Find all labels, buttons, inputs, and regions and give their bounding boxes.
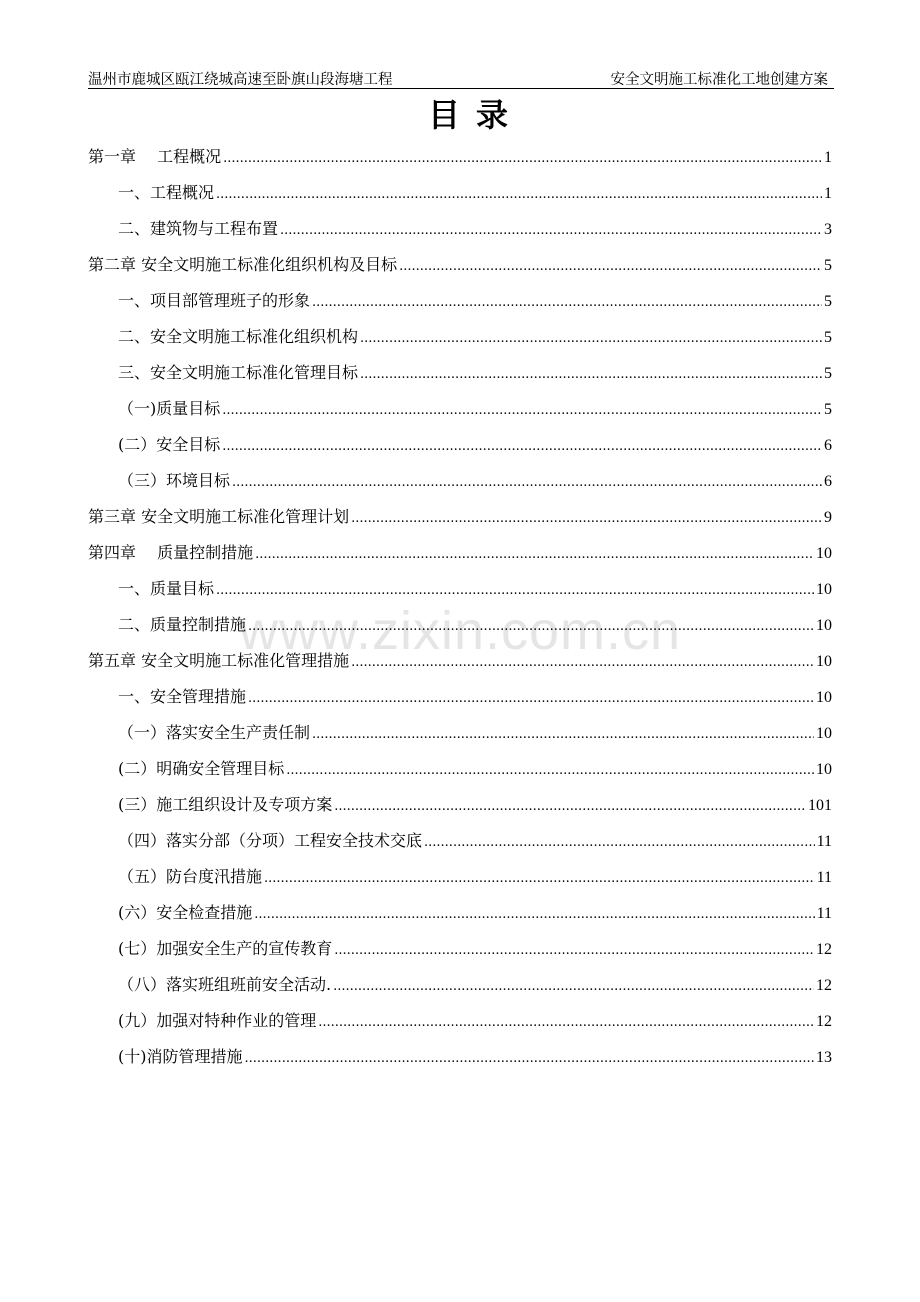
toc-entry[interactable] xyxy=(88,823,832,859)
toc-entry-title: 二、安全文明施工标准化组织机构 xyxy=(118,327,359,346)
toc-entry[interactable] xyxy=(88,319,832,355)
toc-entry-page: 5 xyxy=(824,401,832,418)
toc-entry[interactable] xyxy=(88,895,832,931)
toc-entry[interactable] xyxy=(88,607,832,643)
toc-leader-dots xyxy=(264,861,815,897)
watermark: www.zixin.com.cn xyxy=(238,601,682,661)
toc-leader-dots xyxy=(222,393,822,429)
toc-leader-dots xyxy=(216,573,814,609)
toc-entry-page: 12 xyxy=(816,941,832,958)
toc-entry-page: 10 xyxy=(816,653,832,670)
toc-entry-title: （一）落实安全生产责任制 xyxy=(118,723,311,742)
toc-entry-page: 6 xyxy=(824,437,832,454)
toc-entry-page: 9 xyxy=(824,509,832,526)
toc-leader-dots xyxy=(248,609,814,645)
toc-entry[interactable] xyxy=(88,787,832,823)
toc-leader-dots xyxy=(312,717,814,753)
toc-entry-title: 第五章 安全文明施工标准化管理措施 xyxy=(88,651,350,670)
toc-entry-title: 第二章 安全文明施工标准化组织机构及目标 xyxy=(88,255,398,274)
toc-entry[interactable] xyxy=(88,175,832,211)
toc-entry-title: 二、建筑物与工程布置 xyxy=(118,219,279,238)
table-of-contents xyxy=(88,139,832,1075)
toc-entry[interactable] xyxy=(88,859,832,895)
toc-leader-dots xyxy=(312,285,822,321)
toc-entry-page: 11 xyxy=(816,833,832,850)
toc-entry[interactable] xyxy=(88,931,832,967)
toc-entry[interactable] xyxy=(88,715,832,751)
page-header xyxy=(88,66,834,89)
toc-entry-page: 5 xyxy=(824,257,832,274)
toc-leader-dots xyxy=(351,645,814,681)
toc-entry[interactable] xyxy=(88,967,832,1003)
toc-entry[interactable] xyxy=(88,751,832,787)
toc-entry-title: (十)消防管理措施 xyxy=(118,1047,243,1066)
toc-leader-dots xyxy=(333,969,814,1005)
toc-entry[interactable] xyxy=(88,139,832,175)
toc-entry-page: 12 xyxy=(816,1013,832,1030)
toc-entry-page: 12 xyxy=(816,977,832,994)
toc-leader-dots xyxy=(286,753,814,789)
toc-entry[interactable] xyxy=(88,1039,832,1075)
toc-entry[interactable] xyxy=(88,571,832,607)
toc-entry-title: (三）施工组织设计及专项方案 xyxy=(118,795,333,814)
toc-entry-title: （五）防台度汛措施 xyxy=(118,867,263,886)
toc-entry[interactable] xyxy=(88,1003,832,1039)
toc-entry-title: 一、质量目标 xyxy=(118,579,215,598)
toc-entry-page: 1 xyxy=(824,149,832,166)
toc-leader-dots xyxy=(223,141,822,177)
toc-entry-title: (二）明确安全管理目标 xyxy=(118,759,285,778)
toc-entry-title: （八）落实班组班前安全活动. xyxy=(118,975,332,994)
toc-entry-title: 第四章 质量控制措施 xyxy=(88,543,254,562)
toc-leader-dots xyxy=(399,249,822,285)
toc-leader-dots xyxy=(216,177,822,213)
toc-leader-dots xyxy=(232,465,822,501)
toc-entry-page: 10 xyxy=(816,689,832,706)
toc-entry-page: 5 xyxy=(824,293,832,310)
toc-entry[interactable] xyxy=(88,499,832,535)
toc-leader-dots xyxy=(334,789,806,825)
toc-entry-title: 第三章 安全文明施工标准化管理计划 xyxy=(88,507,350,526)
toc-entry[interactable] xyxy=(88,679,832,715)
toc-entry-page: 10 xyxy=(816,761,832,778)
toc-leader-dots xyxy=(360,357,822,393)
toc-entry-title: 一、项目部管理班子的形象 xyxy=(118,291,311,310)
toc-entry-page: 5 xyxy=(824,365,832,382)
toc-entry[interactable] xyxy=(88,211,832,247)
toc-leader-dots xyxy=(280,213,822,249)
toc-leader-dots xyxy=(248,681,814,717)
toc-title: 目录 xyxy=(427,96,524,134)
toc-entry-title: 二、质量控制措施 xyxy=(118,615,247,634)
header-document-name: 安全文明施工标准化工地创建方案 xyxy=(610,72,828,88)
toc-leader-dots xyxy=(245,1041,815,1077)
toc-entry-title: 三、安全文明施工标准化管理目标 xyxy=(118,363,359,382)
toc-leader-dots xyxy=(351,501,822,537)
toc-entry-title: 第一章 工程概况 xyxy=(88,147,222,166)
toc-leader-dots xyxy=(424,825,815,861)
toc-entry[interactable] xyxy=(88,535,832,571)
toc-entry-page: 10 xyxy=(816,725,832,742)
toc-entry-title: (二）安全目标 xyxy=(118,435,221,454)
toc-entry-page: 3 xyxy=(824,221,832,238)
toc-leader-dots xyxy=(334,933,814,969)
toc-leader-dots xyxy=(254,897,814,933)
toc-entry[interactable] xyxy=(88,247,832,283)
toc-entry-title: 一、安全管理措施 xyxy=(118,687,247,706)
toc-entry-title: （一)质量目标 xyxy=(118,399,221,418)
toc-entry-title: （三）环境目标 xyxy=(118,471,231,490)
toc-entry[interactable] xyxy=(88,283,832,319)
toc-entry[interactable] xyxy=(88,427,832,463)
toc-leader-dots xyxy=(318,1005,814,1041)
toc-entry-page: 101 xyxy=(808,797,832,814)
toc-entry[interactable] xyxy=(88,643,832,679)
toc-entry-page: 11 xyxy=(816,869,832,886)
toc-entry-page: 13 xyxy=(816,1049,832,1066)
toc-entry-title: （四）落实分部（分项）工程安全技术交底 xyxy=(118,831,423,850)
toc-entry-page: 6 xyxy=(824,473,832,490)
toc-entry-page: 11 xyxy=(816,905,832,922)
toc-entry-page: 10 xyxy=(816,545,832,562)
toc-entry-page: 1 xyxy=(824,185,832,202)
toc-entry-page: 5 xyxy=(824,329,832,346)
toc-leader-dots xyxy=(360,321,822,357)
header-project-name: 温州市鹿城区瓯江绕城高速至卧旗山段海塘工程 xyxy=(88,72,393,88)
toc-entry-page: 10 xyxy=(816,617,832,634)
toc-entry-title: (六）安全检查措施 xyxy=(118,903,253,922)
toc-entry-title: (七）加强安全生产的宣传教育 xyxy=(118,939,333,958)
toc-entry-title: (九）加强对特种作业的管理 xyxy=(118,1011,317,1030)
toc-entry-title: 一、工程概况 xyxy=(118,183,215,202)
toc-leader-dots xyxy=(255,537,814,573)
toc-leader-dots xyxy=(222,429,822,465)
toc-entry[interactable] xyxy=(88,463,832,499)
toc-entry[interactable] xyxy=(88,355,832,391)
toc-entry-page: 10 xyxy=(816,581,832,598)
toc-entry[interactable] xyxy=(88,391,832,427)
